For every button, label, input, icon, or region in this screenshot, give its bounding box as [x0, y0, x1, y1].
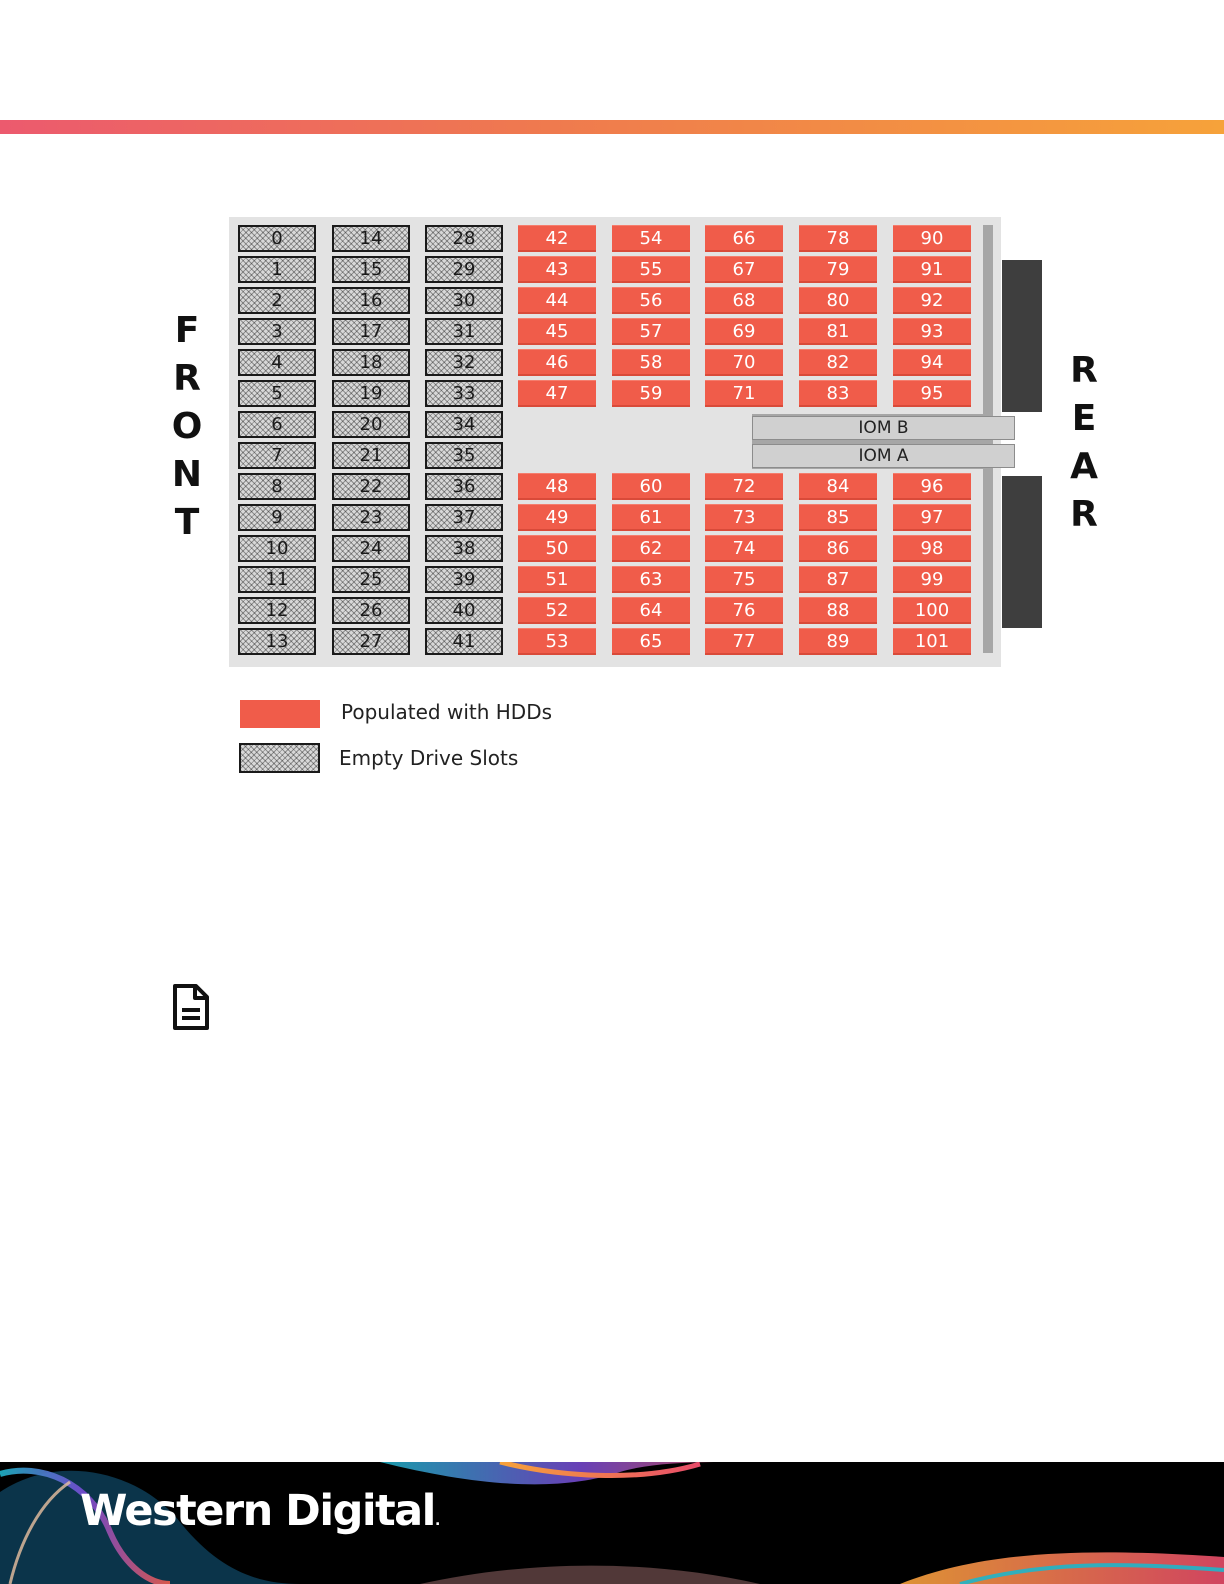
rear-word-letter-0: R	[1070, 350, 1098, 391]
rear-word-letter-3: R	[1070, 494, 1098, 535]
drive-slot-populated-57: 57	[612, 318, 690, 345]
drive-slot-empty-24: 24	[332, 535, 410, 562]
drive-slot-populated-93: 93	[893, 318, 971, 345]
drive-slot-empty-20: 20	[332, 411, 410, 438]
drive-slot-empty-37: 37	[425, 504, 503, 531]
drive-slot-populated-78: 78	[799, 225, 877, 252]
drive-slot-empty-28: 28	[425, 225, 503, 252]
drive-slot-empty-11: 11	[238, 566, 316, 593]
drive-slot-empty-8: 8	[238, 473, 316, 500]
drive-slot-populated-86: 86	[799, 535, 877, 562]
drive-slot-populated-53: 53	[518, 628, 596, 655]
drive-slot-empty-15: 15	[332, 256, 410, 283]
drive-slot-populated-92: 92	[893, 287, 971, 314]
drive-slot-populated-89: 89	[799, 628, 877, 655]
drive-slot-populated-82: 82	[799, 349, 877, 376]
drive-slot-populated-42: 42	[518, 225, 596, 252]
front-word-letter-4: T	[174, 502, 200, 543]
drive-slot-empty-3: 3	[238, 318, 316, 345]
drive-slot-populated-99: 99	[893, 566, 971, 593]
drive-slot-populated-81: 81	[799, 318, 877, 345]
drive-slot-empty-36: 36	[425, 473, 503, 500]
drive-slot-populated-79: 79	[799, 256, 877, 283]
legend-populated-label: Populated with HDDs	[341, 700, 553, 724]
document-note-icon	[171, 983, 211, 1031]
drive-slot-populated-73: 73	[705, 504, 783, 531]
drive-slot-populated-60: 60	[612, 473, 690, 500]
rear-label	[1064, 347, 1104, 539]
drive-slot-populated-66: 66	[705, 225, 783, 252]
drive-slot-populated-83: 83	[799, 380, 877, 407]
rear-psu-upper	[1002, 260, 1042, 412]
drive-slot-empty-14: 14	[332, 225, 410, 252]
drive-slot-empty-4: 4	[238, 349, 316, 376]
drive-slot-empty-41: 41	[425, 628, 503, 655]
drive-slot-populated-91: 91	[893, 256, 971, 283]
drive-slot-populated-58: 58	[612, 349, 690, 376]
enclosure-drive-map	[229, 217, 1001, 667]
drive-slot-populated-54: 54	[612, 225, 690, 252]
drive-slot-empty-27: 27	[332, 628, 410, 655]
drive-slot-populated-50: 50	[518, 535, 596, 562]
drive-slot-populated-55: 55	[612, 256, 690, 283]
drive-slot-empty-13: 13	[238, 628, 316, 655]
drive-slot-empty-21: 21	[332, 442, 410, 469]
drive-slot-populated-71: 71	[705, 380, 783, 407]
drive-slot-populated-94: 94	[893, 349, 971, 376]
drive-slot-populated-84: 84	[799, 473, 877, 500]
drive-slot-populated-68: 68	[705, 287, 783, 314]
front-word-letter-2: O	[171, 406, 203, 447]
drive-slot-populated-70: 70	[705, 349, 783, 376]
legend-empty-label: Empty Drive Slots	[339, 746, 519, 770]
iom-a: IOM A	[752, 444, 1015, 468]
header-gradient-bar	[0, 120, 1224, 134]
drive-slot-empty-29: 29	[425, 256, 503, 283]
drive-slot-populated-98: 98	[893, 535, 971, 562]
drive-slot-populated-47: 47	[518, 380, 596, 407]
drive-slot-empty-12: 12	[238, 597, 316, 624]
front-word-letter-1: R	[173, 358, 201, 399]
drive-slot-empty-6: 6	[238, 411, 316, 438]
drive-slot-empty-34: 34	[425, 411, 503, 438]
drive-slot-empty-0: 0	[238, 225, 316, 252]
drive-slot-populated-51: 51	[518, 566, 596, 593]
drive-slot-empty-10: 10	[238, 535, 316, 562]
drive-slot-populated-90: 90	[893, 225, 971, 252]
drive-slot-populated-74: 74	[705, 535, 783, 562]
legend-empty-swatch	[239, 743, 320, 773]
drive-slot-populated-77: 77	[705, 628, 783, 655]
footer	[0, 1462, 1224, 1584]
drive-slot-populated-59: 59	[612, 380, 690, 407]
rear-word-letter-2: A	[1070, 446, 1098, 487]
drive-slot-populated-67: 67	[705, 256, 783, 283]
drive-slot-populated-46: 46	[518, 349, 596, 376]
drive-slot-populated-100: 100	[893, 597, 971, 624]
front-word-letter-3: N	[171, 454, 203, 495]
drive-slot-populated-52: 52	[518, 597, 596, 624]
drive-slot-populated-75: 75	[705, 566, 783, 593]
drive-slot-empty-16: 16	[332, 287, 410, 314]
drive-slot-populated-48: 48	[518, 473, 596, 500]
drive-slot-populated-85: 85	[799, 504, 877, 531]
drive-slot-populated-63: 63	[612, 566, 690, 593]
drive-slot-empty-33: 33	[425, 380, 503, 407]
drive-slot-empty-19: 19	[332, 380, 410, 407]
drive-slot-empty-30: 30	[425, 287, 503, 314]
drive-slot-populated-43: 43	[518, 256, 596, 283]
drive-slot-empty-18: 18	[332, 349, 410, 376]
drive-slot-empty-2: 2	[238, 287, 316, 314]
drive-slot-populated-72: 72	[705, 473, 783, 500]
drive-slot-populated-88: 88	[799, 597, 877, 624]
western-digital-logo: Western Digital.	[80, 1486, 439, 1536]
drive-slot-populated-62: 62	[612, 535, 690, 562]
drive-slot-populated-69: 69	[705, 318, 783, 345]
drive-slot-populated-95: 95	[893, 380, 971, 407]
drive-slot-populated-87: 87	[799, 566, 877, 593]
drive-slot-empty-1: 1	[238, 256, 316, 283]
drive-slot-empty-23: 23	[332, 504, 410, 531]
drive-slot-empty-38: 38	[425, 535, 503, 562]
drive-slot-empty-40: 40	[425, 597, 503, 624]
drive-slot-empty-5: 5	[238, 380, 316, 407]
drive-slot-populated-49: 49	[518, 504, 596, 531]
drive-slot-empty-9: 9	[238, 504, 316, 531]
drive-slot-populated-61: 61	[612, 504, 690, 531]
drive-slot-populated-96: 96	[893, 473, 971, 500]
front-word-letter-0: F	[174, 310, 200, 351]
rear-word-letter-1: E	[1071, 398, 1097, 439]
drive-slot-empty-35: 35	[425, 442, 503, 469]
drive-slot-populated-65: 65	[612, 628, 690, 655]
drive-slot-empty-32: 32	[425, 349, 503, 376]
drive-slot-empty-17: 17	[332, 318, 410, 345]
front-label	[168, 307, 206, 547]
drive-slot-populated-45: 45	[518, 318, 596, 345]
drive-slot-populated-101: 101	[893, 628, 971, 655]
drive-slot-populated-56: 56	[612, 287, 690, 314]
drive-slot-empty-7: 7	[238, 442, 316, 469]
rear-psu-lower	[1002, 476, 1042, 628]
drive-slot-populated-80: 80	[799, 287, 877, 314]
drive-slot-empty-39: 39	[425, 566, 503, 593]
drive-slot-empty-25: 25	[332, 566, 410, 593]
drive-slot-empty-31: 31	[425, 318, 503, 345]
legend-populated-swatch	[240, 700, 320, 728]
drive-slot-populated-64: 64	[612, 597, 690, 624]
drive-slot-populated-97: 97	[893, 504, 971, 531]
drive-slot-populated-76: 76	[705, 597, 783, 624]
drive-slot-empty-22: 22	[332, 473, 410, 500]
drive-slot-populated-44: 44	[518, 287, 596, 314]
drive-slot-empty-26: 26	[332, 597, 410, 624]
iom-b: IOM B	[752, 416, 1015, 440]
